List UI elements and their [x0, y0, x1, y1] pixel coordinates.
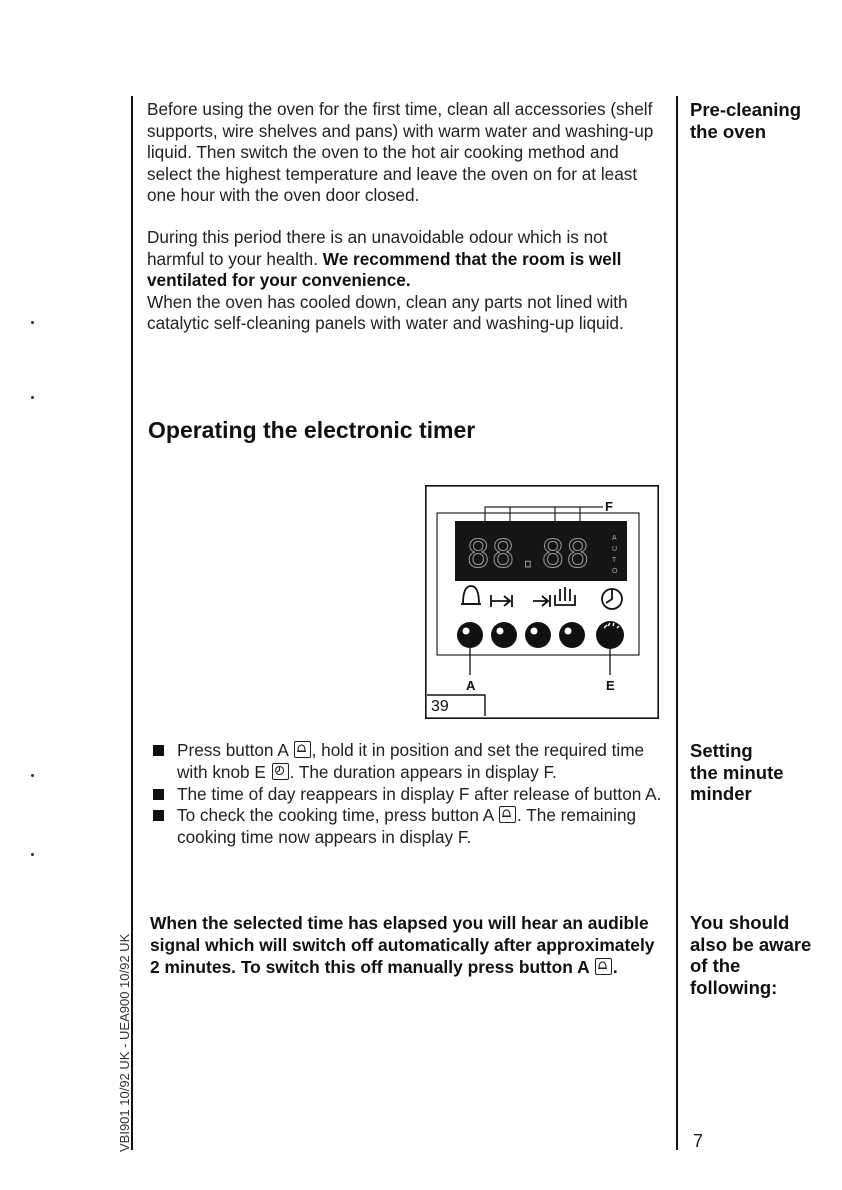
- label-e: E: [606, 678, 615, 693]
- label-a: A: [466, 678, 476, 693]
- knob: [525, 622, 551, 648]
- knob: [491, 622, 517, 648]
- auto-label: O: [612, 568, 618, 575]
- auto-label: T: [612, 557, 617, 564]
- heading-line: You should: [690, 912, 790, 933]
- display-digits: 88.88: [466, 532, 592, 576]
- knob-e: [596, 621, 624, 649]
- list-item: [153, 784, 663, 806]
- list-item-text: To check the cooking time, press button A: [177, 805, 499, 826]
- heading-line: also be aware: [690, 933, 812, 955]
- heading-line: the oven: [690, 120, 767, 142]
- hand-icon: [555, 587, 575, 605]
- paragraph-text: During this period there is an unavoidable odour which is not harmful to your health.: [147, 226, 608, 269]
- clock-knob-icon: [272, 763, 289, 780]
- knob: [559, 622, 585, 648]
- document-code: VBI901 10/92 UK - UEA900 10/92 UK: [117, 933, 132, 1152]
- aware-heading: [690, 912, 835, 998]
- list-item: [153, 740, 663, 784]
- function-icons: [461, 586, 622, 609]
- warning-text: When the selected time has elapsed you will hear an audible signal which will switch off automatically after approximately 2 minutes. To switch this off manually press button A: [150, 913, 655, 977]
- precleaning-paragraph-2: [147, 227, 659, 292]
- minute-minder-heading: [690, 740, 835, 805]
- list-item-text: The time of day reappears in display F after release of button A.: [177, 783, 662, 804]
- end-time-icon: [533, 595, 550, 607]
- scan-speck: [31, 396, 34, 399]
- bell-icon: [463, 586, 479, 604]
- knobs: [457, 621, 624, 649]
- bell-button-icon: [294, 741, 311, 758]
- precleaning-text: [147, 99, 659, 335]
- list-item: [153, 805, 663, 849]
- start-time-icon: [491, 595, 512, 607]
- bullet-square: [153, 810, 164, 821]
- precleaning-heading: [690, 99, 835, 142]
- precleaning-paragraph-1: Before using the oven for the first time, clean all accessories (shelf supports, wire shelves and pans) with warm water and washing-up liquid. Then switch the oven to the hot air cooking method and select the highest temperature and leave the oven on for at least one hour with the oven door closed.: [147, 99, 654, 206]
- f-bracket: [485, 507, 603, 521]
- auto-label: U: [612, 546, 618, 553]
- list-item-text: , hold it in position and set the required time with knob E: [177, 740, 645, 782]
- page-number: 7: [693, 1131, 704, 1151]
- precleaning-paragraph-3: When the oven has cooled down, clean any parts not lined with catalytic self-cleaning panels with water and washing-up liquid.: [147, 291, 628, 334]
- heading-line: following:: [690, 976, 778, 998]
- auto-label: A: [612, 535, 617, 542]
- timer-figure: [425, 485, 659, 719]
- scan-speck: [31, 774, 34, 777]
- list-item-text: Press button A: [177, 740, 293, 760]
- section-title: Operating the electronic timer: [148, 417, 476, 443]
- label-f: F: [605, 499, 613, 514]
- bullet-square: [153, 789, 164, 800]
- bullet-square: [153, 745, 164, 756]
- list-item-text: . The remaining cooking time now appears in display F.: [177, 805, 637, 848]
- right-margin-rule: [676, 96, 678, 1150]
- bell-button-icon: [595, 958, 612, 975]
- list-item-text: . The duration appears in display F.: [289, 761, 557, 782]
- knob: [457, 622, 483, 648]
- heading-line: Setting: [690, 740, 753, 761]
- figure-number: 39: [431, 698, 449, 715]
- minute-minder-list: [153, 740, 663, 849]
- warning-paragraph: When the selected time has elapsed you will hear an audible signal which will switch off automatically after approximately 2 minutes. To switch this off manually press button A .: [150, 913, 655, 977]
- heading-line: Pre-cleaning: [690, 99, 802, 120]
- figure-frame: [426, 486, 658, 718]
- heading-line: the minute: [690, 761, 784, 783]
- heading-line: of the: [690, 955, 741, 976]
- recommendation-bold: We recommend that the room is well ventilated for your convenience.: [147, 248, 622, 291]
- bell-button-icon: [499, 806, 516, 823]
- scan-speck: [31, 853, 34, 856]
- heading-line: minder: [690, 783, 752, 804]
- scan-speck: [31, 321, 34, 324]
- timer-diagram: [425, 485, 659, 719]
